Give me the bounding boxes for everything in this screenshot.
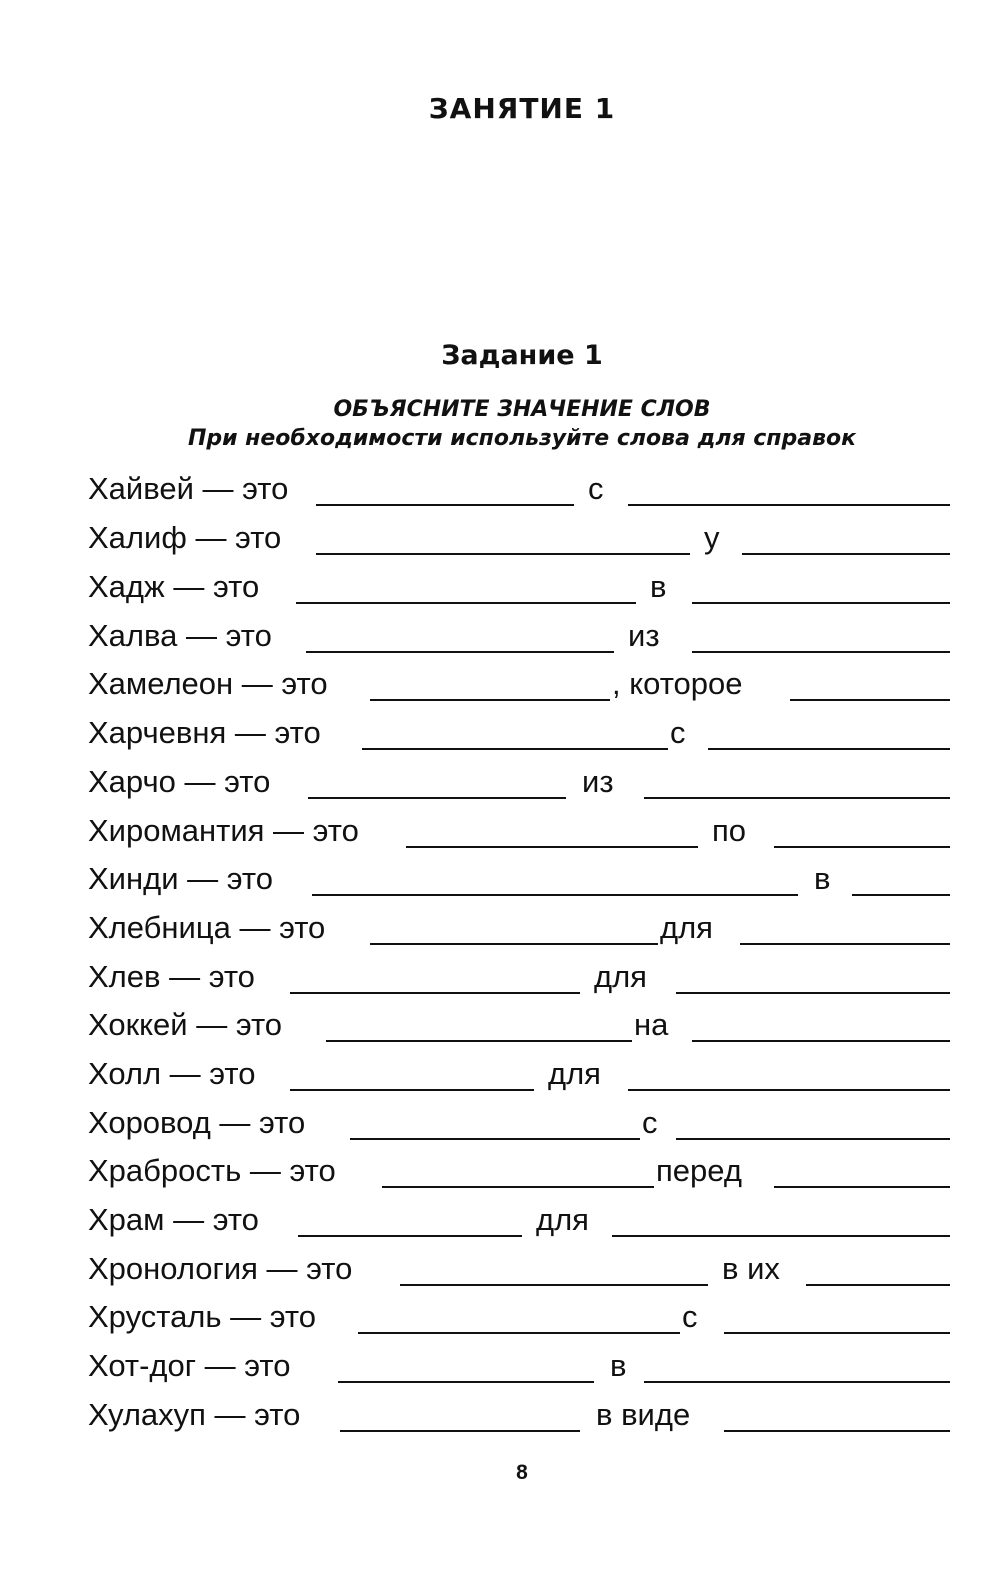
connector-label: с [670, 715, 686, 750]
term-label: Хулахуп — это [88, 1397, 301, 1432]
answer-blank-2[interactable] [612, 1235, 950, 1237]
term-label: Храбрость — это [88, 1153, 336, 1188]
connector-label: для [536, 1202, 589, 1237]
exercise-row-3 [0, 564, 1000, 604]
exercise-row-5 [0, 661, 1000, 701]
answer-blank-2[interactable] [724, 1430, 950, 1432]
answer-blank-2[interactable] [628, 504, 950, 506]
answer-blank-1[interactable] [382, 1186, 654, 1188]
term-label: Халиф — это [88, 520, 282, 555]
connector-label: для [660, 910, 713, 945]
connector-label: из [628, 618, 660, 653]
connector-label: с [588, 471, 604, 506]
answer-blank-2[interactable] [676, 1138, 950, 1140]
term-label: Хоровод — это [88, 1105, 306, 1140]
connector-label: по [712, 813, 747, 848]
exercise-row-13 [0, 1051, 1000, 1091]
answer-blank-1[interactable] [316, 504, 574, 506]
exercise-row-17 [0, 1246, 1000, 1286]
connector-label: на [634, 1007, 669, 1042]
exercise-row-6 [0, 710, 1000, 750]
connector-label: в [650, 569, 667, 604]
exercise-row-18 [0, 1294, 1000, 1334]
answer-blank-1[interactable] [340, 1430, 580, 1432]
answer-blank-2[interactable] [692, 602, 950, 604]
exercise-row-12 [0, 1002, 1000, 1042]
answer-blank-1[interactable] [298, 1235, 522, 1237]
answer-blank-2[interactable] [774, 846, 950, 848]
answer-blank-2[interactable] [852, 894, 950, 896]
exercise-row-16 [0, 1197, 1000, 1237]
page-number: 8 [516, 1461, 528, 1484]
term-label: Хлебница — это [88, 910, 326, 945]
exercise-row-2 [0, 515, 1000, 555]
answer-blank-2[interactable] [644, 1381, 950, 1383]
answer-blank-1[interactable] [370, 699, 610, 701]
exercise-row-1 [0, 466, 1000, 506]
exercise-row-11 [0, 954, 1000, 994]
answer-blank-2[interactable] [774, 1186, 950, 1188]
answer-blank-1[interactable] [350, 1138, 640, 1140]
exercise-row-20 [0, 1392, 1000, 1432]
connector-label: у [704, 520, 720, 555]
exercise-row-14 [0, 1100, 1000, 1140]
term-label: Халва — это [88, 618, 272, 653]
answer-blank-2[interactable] [676, 992, 950, 994]
connector-label: с [642, 1105, 658, 1140]
connector-label: для [594, 959, 647, 994]
term-label: Холл — это [88, 1056, 256, 1091]
term-label: Харчевня — это [88, 715, 321, 750]
connector-label: в виде [596, 1397, 691, 1432]
term-label: Хадж — это [88, 569, 260, 604]
answer-blank-1[interactable] [370, 943, 658, 945]
answer-blank-1[interactable] [290, 992, 580, 994]
exercise-row-9 [0, 856, 1000, 896]
term-label: Харчо — это [88, 764, 271, 799]
exercise-row-4 [0, 613, 1000, 653]
connector-label: в [814, 861, 831, 896]
answer-blank-1[interactable] [326, 1040, 632, 1042]
answer-blank-2[interactable] [806, 1284, 950, 1286]
answer-blank-1[interactable] [400, 1284, 708, 1286]
connector-label: перед [656, 1153, 742, 1188]
connector-label: в их [722, 1251, 780, 1286]
term-label: Хамелеон — это [88, 666, 328, 701]
answer-blank-1[interactable] [358, 1332, 680, 1334]
connector-label: для [548, 1056, 601, 1091]
exercise-row-19 [0, 1343, 1000, 1383]
answer-blank-1[interactable] [312, 894, 798, 896]
answer-blank-2[interactable] [790, 699, 950, 701]
answer-blank-2[interactable] [644, 797, 950, 799]
answer-blank-2[interactable] [724, 1332, 950, 1334]
instruction-subheading: При необходимости используйте слова для справок [187, 426, 857, 451]
term-label: Хот-дог — это [88, 1348, 291, 1383]
term-label: Хронология — это [88, 1251, 353, 1286]
answer-blank-1[interactable] [308, 797, 566, 799]
exercise-row-10 [0, 905, 1000, 945]
term-label: Хлев — это [88, 959, 255, 994]
term-label: Хиромантия — это [88, 813, 359, 848]
task-title: Задание 1 [441, 340, 603, 371]
answer-blank-2[interactable] [742, 553, 950, 555]
answer-blank-2[interactable] [740, 943, 950, 945]
exercise-row-7 [0, 759, 1000, 799]
answer-blank-1[interactable] [406, 846, 698, 848]
connector-label: из [582, 764, 614, 799]
answer-blank-1[interactable] [316, 553, 690, 555]
answer-blank-1[interactable] [362, 748, 668, 750]
instruction-heading: ОБЪЯСНИТЕ ЗНАЧЕНИЕ СЛОВ [333, 397, 711, 422]
answer-blank-1[interactable] [338, 1381, 594, 1383]
term-label: Хайвей — это [88, 471, 289, 506]
answer-blank-1[interactable] [290, 1089, 534, 1091]
lesson-title: ЗАНЯТИЕ 1 [428, 92, 616, 125]
term-label: Хрусталь — это [88, 1299, 317, 1334]
exercise-row-8 [0, 808, 1000, 848]
connector-label: с [682, 1299, 698, 1334]
answer-blank-2[interactable] [692, 651, 950, 653]
answer-blank-2[interactable] [692, 1040, 950, 1042]
answer-blank-2[interactable] [628, 1089, 950, 1091]
term-label: Храм — это [88, 1202, 259, 1237]
answer-blank-1[interactable] [296, 602, 636, 604]
connector-label: в [610, 1348, 627, 1383]
exercise-row-15 [0, 1148, 1000, 1188]
answer-blank-1[interactable] [306, 651, 614, 653]
term-label: Хинди — это [88, 861, 273, 896]
connector-label: , которое [612, 666, 743, 701]
answer-blank-2[interactable] [708, 748, 950, 750]
term-label: Хоккей — это [88, 1007, 283, 1042]
